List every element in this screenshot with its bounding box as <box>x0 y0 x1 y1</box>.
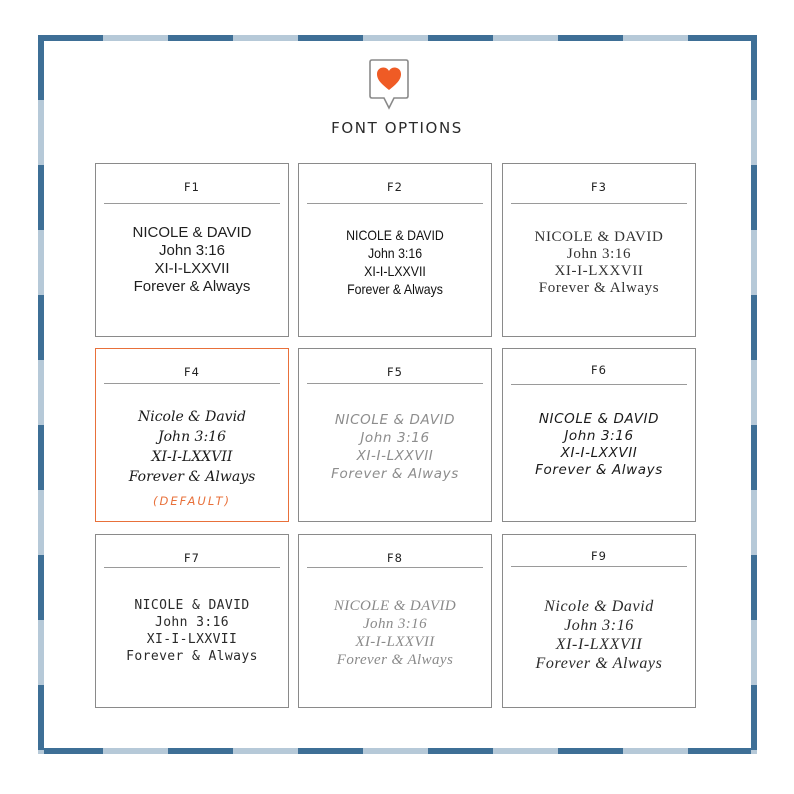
sample-line-verse: John 3:16 <box>154 615 230 630</box>
sample-line-date: XI-I-LXXVII <box>555 636 643 653</box>
sample-line-verse: John 3:16 <box>159 242 225 259</box>
font-code: F2 <box>387 180 403 194</box>
sample-line-phrase: Forever & Always <box>535 655 663 672</box>
divider <box>511 566 687 567</box>
sample-line-date: XI-I-LXXVII <box>146 632 238 647</box>
font-code: F7 <box>184 551 200 565</box>
sample-line-verse: John 3:16 <box>564 617 634 634</box>
sample-line-date: XI-I-LXXVII <box>154 260 230 277</box>
default-badge: (DEFAULT) <box>153 494 231 508</box>
font-sample <box>503 597 695 673</box>
sample-line-names: NICOLE & DAVID <box>134 598 250 613</box>
divider <box>104 567 280 568</box>
font-sample <box>96 597 288 665</box>
sample-line-date: XI-I-LXXVII <box>554 263 644 279</box>
font-sample <box>503 229 695 297</box>
sample-line-names: NICOLE & DAVID <box>534 229 664 245</box>
font-sample <box>96 224 288 296</box>
font-option-card-f4[interactable] <box>95 348 289 522</box>
font-option-card-f3[interactable] <box>502 163 696 337</box>
sample-line-phrase: Forever & Always <box>331 466 459 482</box>
divider <box>511 203 687 204</box>
font-option-card-f2[interactable] <box>298 163 492 337</box>
font-sample <box>96 407 288 511</box>
font-code: F9 <box>591 549 607 563</box>
sample-line-names: NICOLE & DAVID <box>333 598 457 614</box>
font-sample <box>299 597 491 669</box>
font-code: F8 <box>387 551 403 565</box>
font-code: F3 <box>591 180 607 194</box>
sample-line-phrase: Forever & Always <box>336 652 454 668</box>
font-code: F5 <box>387 365 403 379</box>
sample-line-verse: John 3:16 <box>360 430 430 446</box>
sample-line-date: XI-I-LXXVII <box>560 445 638 461</box>
sample-line-names: Nicole & David <box>544 598 654 615</box>
sample-line-names: NICOLE & DAVID <box>346 227 444 243</box>
font-option-card-f1[interactable] <box>95 163 289 337</box>
sample-line-phrase: Forever & Always <box>126 649 258 664</box>
sample-line-phrase: Forever & Always <box>538 280 660 296</box>
font-sample <box>503 411 695 479</box>
sample-line-date: XI-I-LXXVII <box>355 634 435 650</box>
font-code: F6 <box>591 363 607 377</box>
divider <box>104 203 280 204</box>
sample-line-names: NICOLE & DAVID <box>132 224 252 241</box>
sample-line-names: Nicole & David <box>137 409 247 425</box>
font-code: F1 <box>184 180 200 194</box>
sample-line-phrase: Forever & Always <box>535 462 663 478</box>
divider <box>104 383 280 384</box>
sample-line-date: XI-I-LXXVII <box>364 263 426 279</box>
divider <box>307 203 483 204</box>
sample-line-verse: John 3:16 <box>367 245 423 261</box>
page-title: FONT OPTIONS <box>331 119 463 137</box>
sample-line-verse: John 3:16 <box>158 429 226 445</box>
divider <box>307 383 483 384</box>
font-option-card-f8[interactable] <box>298 534 492 708</box>
sample-line-verse: John 3:16 <box>564 428 634 444</box>
font-option-card-f5[interactable] <box>298 348 492 522</box>
font-option-card-f6[interactable] <box>502 348 696 522</box>
sample-line-phrase: Forever & Always <box>133 278 251 295</box>
sample-line-date: XI-I-LXXVII <box>151 449 233 465</box>
divider <box>511 384 687 385</box>
sample-line-verse: John 3:16 <box>566 246 632 262</box>
divider <box>307 567 483 568</box>
font-sample <box>311 226 480 298</box>
font-option-card-f7[interactable] <box>95 534 289 708</box>
sample-line-names: NICOLE & DAVID <box>538 411 660 427</box>
sample-line-phrase: Forever & Always <box>128 469 256 485</box>
sample-line-names: NICOLE & DAVID <box>334 412 456 428</box>
font-sample <box>299 411 491 483</box>
font-option-card-f9[interactable] <box>502 534 696 708</box>
sample-line-date: XI-I-LXXVII <box>356 448 434 464</box>
heart-speech-bubble-icon <box>369 59 409 110</box>
sample-line-verse: John 3:16 <box>362 616 427 632</box>
font-code: F4 <box>184 365 200 379</box>
sample-line-phrase: Forever & Always <box>347 281 443 297</box>
